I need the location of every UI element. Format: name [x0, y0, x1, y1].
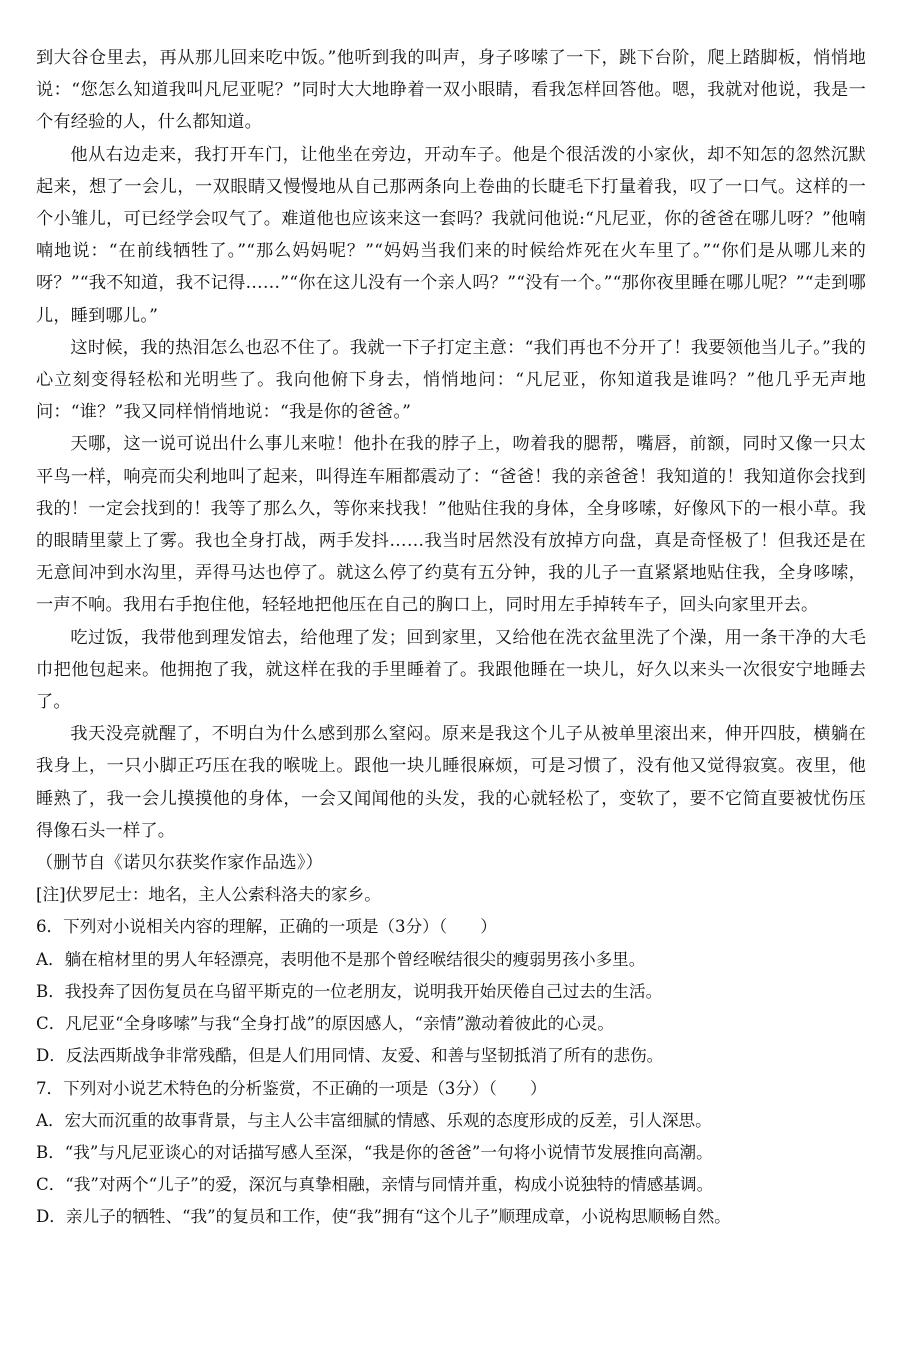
question-6-option-d: D．反法西斯战争非常残酷，但是人们用同情、友爱、和善与坚韧抵消了所有的悲伤。 — [36, 1046, 664, 1066]
question-6-option-a: A．躺在棺材里的男人年轻漂亮，表明他不是那个曾经喉结很尖的瘦弱男孩小多里。 — [36, 949, 646, 969]
story-paragraph-2: 他从右边走来，我打开车门，让他坐在旁边，开动车子。他是个很活泼的小家伙，却不知怎的忽然沉默起来，想了一会儿，一双眼睛又慢慢地从自己那两条向上卷曲的长睫毛下打量着我，叹了一口气。这样的一个小雏儿，可已经学会叹气了。难道他也应该来这一套吗？我就问他说:“凡尼亚，你的爸爸在哪儿呀？”他喃喃地说：“在前线牺牲了。”“那么妈妈呢？”“妈妈当我们来的时候给炸死在火车里了。”“你们是从哪儿来的呀？”“我不知道，我不记得……”“你在这儿没有一个亲人吗？”“没有一个。”“那你夜里睡在哪儿呢？”“走到哪儿，睡到哪儿。” — [36, 144, 866, 326]
question-7-stem: 7．下列对小说艺术特色的分析鉴赏，不正确的一项是（3分）（ ） — [36, 1078, 547, 1098]
story-paragraph-6: 我天没亮就醒了，不明白为什么感到那么窒闷。原来是我这个儿子从被单里滚出来，伸开四肢，横躺在我身上，一只小脚正巧压在我的喉咙上。跟他一块儿睡很麻烦，可是习惯了，没有他又觉得寂寞。夜里，他睡熟了，我一会儿摸摸他的身体，一会又闻闻他的头发，我的心就轻松了，变软了，要不它简直要被忧伤压得像石头一样了。 — [36, 724, 866, 841]
question-7-option-b: B．“我”与凡尼亚谈心的对话描写感人至深，“我是你的爸爸”一句将小说情节发展推向高潮。 — [36, 1142, 713, 1162]
story-paragraph-4: 天哪，这一说可说出什么事儿来啦！他扑在我的脖子上，吻着我的腮帮，嘴唇，前额，同时又像一只太平鸟一样，响亮而尖利地叫了起来，叫得连车厢都震动了：“爸爸！我的亲爸爸！我知道的！我知道你会找到我的！一定会找到的！我等了那么久，等你来找我！”他贴住我的身体，全身哆嗦，好像风下的一根小草。我的眼睛里蒙上了雾。我也全身打战，两手发抖……我当时居然没有放掉方向盘，真是奇怪极了！但我还是在无意间冲到水沟里，弄得马达也停了。就这么停了约莫有五分钟，我的儿子一直紧紧地贴住我，全身哆嗦，一声不响。我用右手抱住他，轻轻地把他压在自己的胸口上，同时用左手掉转车子，回头向家里开去。 — [36, 434, 866, 616]
question-6-option-c: C．凡尼亚“全身哆嗦”与我“全身打战”的原因感人，“亲情”激动着彼此的心灵。 — [36, 1014, 615, 1034]
document-page — [36, 42, 866, 1234]
question-7-option-a: A．宏大而沉重的故事背景，与主人公丰富细腻的情感、乐观的态度形成的反差，引人深思。 — [36, 1110, 712, 1130]
annotation-note: [注]伏罗尼士：地名，主人公索科洛夫的家乡。 — [36, 885, 381, 905]
source-citation: （删节自《诺贝尔获奖作家作品选》） — [36, 853, 323, 874]
story-paragraph-1: 到大谷仓里去，再从那儿回来吃中饭。”他听到我的叫声，身子哆嗦了一下，跳下台阶，爬上踏脚板，悄悄地说：“您怎么知道我叫凡尼亚呢？”同时大大地睁着一双小眼睛，看我怎样回答他。嗯，我就对他说，我是一个有经验的人，什么都知道。 — [36, 48, 866, 133]
question-6-option-b: B．我投奔了因伤复员在乌留平斯克的一位老朋友，说明我开始厌倦自己过去的生活。 — [36, 981, 663, 1001]
question-7-option-d: D．亲儿子的牺牲、“我”的复员和工作，使“我”拥有“这个儿子”顺理成章，小说构思顺畅自然。 — [36, 1207, 731, 1227]
story-paragraph-5: 吃过饭，我带他到理发馆去，给他理了发；回到家里，又给他在洗衣盆里洗了个澡，用一条干净的大毛巾把他包起来。他拥抱了我，就这样在我的手里睡着了。我跟他睡在一块儿，好久以来头一次很安宁地睡去了。 — [36, 627, 866, 713]
question-6-stem: 6．下列对小说相关内容的理解，正确的一项是（3分）（ ） — [36, 917, 497, 937]
story-paragraph-3: 这时候，我的热泪怎么也忍不住了。我就一下子打定主意：“我们再也不分开了！我要领他当儿子。”我的心立刻变得轻松和光明些了。我向他俯下身去，悄悄地问：“凡尼亚，你知道我是谁吗？”他几乎无声地问：“谁？”我又同样悄悄地说：“我是你的爸爸。” — [36, 337, 866, 423]
story-text — [36, 42, 866, 879]
questions-section — [36, 879, 866, 1233]
question-7-option-c: C．“我”对两个“儿子”的爱，深沉与真挚相融，亲情与同情并重，构成小说独特的情感基调。 — [36, 1175, 714, 1195]
